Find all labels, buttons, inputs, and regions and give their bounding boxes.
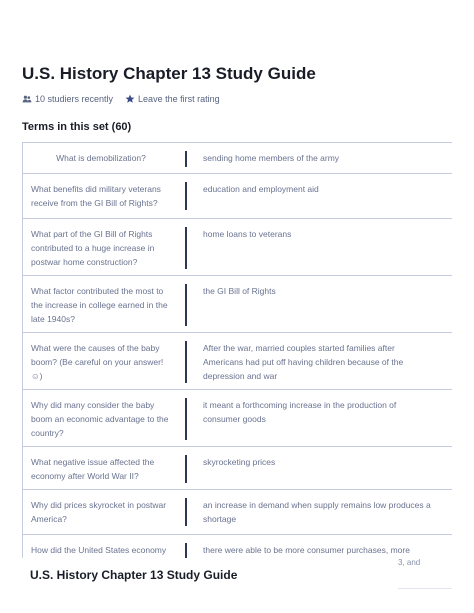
card-divider xyxy=(185,227,187,269)
term-card[interactable] xyxy=(22,173,452,219)
card-divider xyxy=(185,455,187,483)
studiers-count: 10 studiers recently xyxy=(35,94,114,104)
footer-divider xyxy=(398,588,452,589)
card-definition: home loans to veterans xyxy=(203,229,292,239)
next-page-peek: 3, and xyxy=(398,558,421,567)
term-card[interactable] xyxy=(22,389,452,447)
card-divider xyxy=(185,151,187,167)
set-meta xyxy=(22,92,220,106)
card-divider xyxy=(185,543,187,558)
card-term: What part of the GI Bill of Rights contributed to a huge increase in postwar home construction? xyxy=(31,229,155,267)
card-definition: After the war, married couples started families after Americans had put off having children because of the depression and war xyxy=(203,343,404,381)
terms-heading: Terms in this set (60) xyxy=(22,121,132,133)
card-definition: sending home members of the army xyxy=(203,153,340,163)
card-term: What benefits did military veterans receive from the GI Bill of Rights? xyxy=(31,184,161,208)
people-icon xyxy=(22,94,32,104)
term-card[interactable] xyxy=(22,142,452,174)
term-card[interactable] xyxy=(22,446,452,490)
term-card-list xyxy=(22,142,452,558)
term-card[interactable] xyxy=(22,489,452,535)
card-divider xyxy=(185,398,187,440)
leave-rating-link[interactable]: Leave the first rating xyxy=(138,94,220,104)
card-divider xyxy=(185,182,187,210)
card-definition: skyrocketing prices xyxy=(203,457,276,467)
card-divider xyxy=(185,498,187,526)
footer-title: U.S. History Chapter 13 Study Guide xyxy=(30,568,238,582)
term-card[interactable] xyxy=(22,218,452,276)
term-card[interactable] xyxy=(22,275,452,333)
page-title: U.S. History Chapter 13 Study Guide xyxy=(22,64,316,83)
term-card[interactable] xyxy=(22,332,452,390)
card-definition: education and employment aid xyxy=(203,184,319,194)
star-icon[interactable] xyxy=(125,94,135,104)
card-term: Why did many consider the baby boom an economic advantage to the country? xyxy=(31,400,169,438)
card-definition: it meant a forthcoming increase in the production of consumer goods xyxy=(203,400,397,424)
card-divider xyxy=(185,284,187,326)
term-card[interactable] xyxy=(22,534,452,558)
card-term: What were the causes of the baby boom? (Be careful on your answer! ☺) xyxy=(31,343,164,381)
card-definition: the GI Bill of Rights xyxy=(203,286,276,296)
card-term: What is demobilization? xyxy=(56,153,146,163)
card-definition: there were able to be more consumer purchases, more xyxy=(203,545,410,555)
card-term: What negative issue affected the economy after World War II? xyxy=(31,457,155,481)
card-definition: an increase in demand when supply remains low produces a shortage xyxy=(203,500,431,524)
card-term: Why did prices skyrocket in postwar America? xyxy=(31,500,167,524)
card-term: What factor contributed the most to the increase in college earned in the late 1940s? xyxy=(31,286,168,324)
card-term: How did the United States economy xyxy=(31,545,167,555)
card-divider xyxy=(185,341,187,383)
